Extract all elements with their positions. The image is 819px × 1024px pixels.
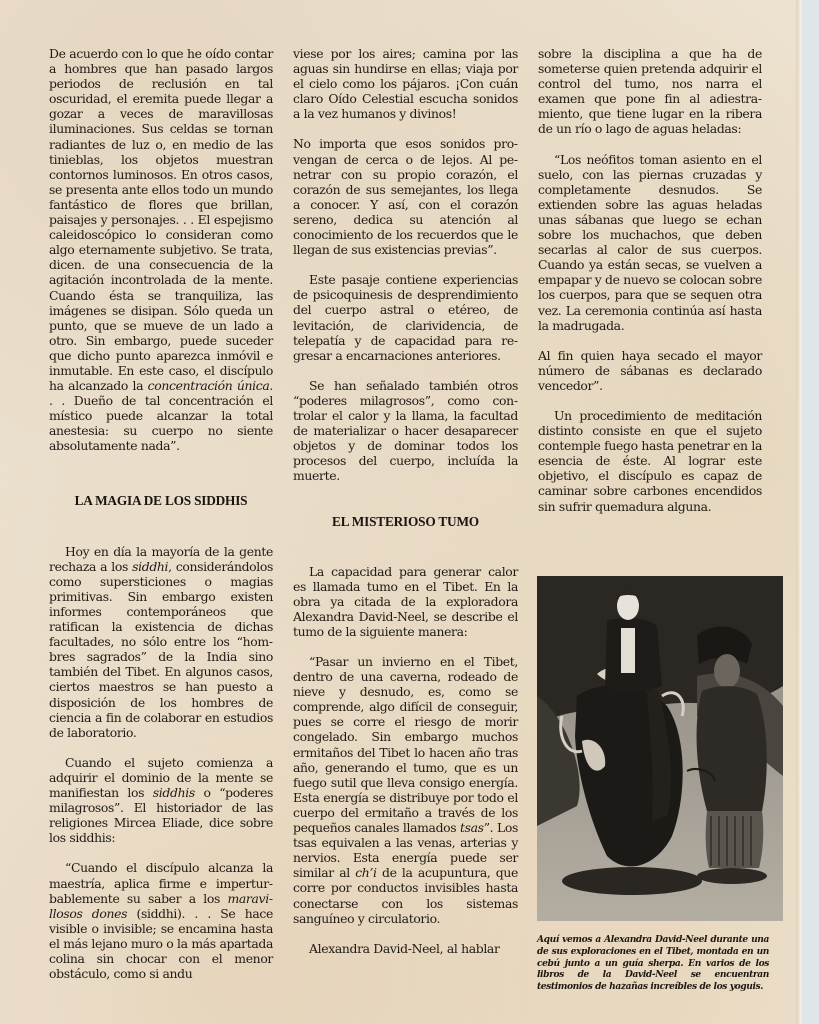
italic-text: maravillosos dones	[49, 890, 273, 921]
italic-text: siddhis	[152, 785, 195, 801]
text-run: Hoy en día la mayoría de la gente rechaza a los	[49, 543, 273, 574]
paragraph: Un procedimiento de meditación distinto consiste en que el sujeto contemple fuego hasta penetrar en la esencia de éste. Al lograr este objetivo, el discípulo es capaz de caminar sobre carbones encendidos sin sufrir quemadura alguna.	[538, 407, 762, 514]
photo-caption: Aquí vemos a Alexandra David-Neel durante una de sus exploraciones en el Tibet, montada en un cebú junto a un guía sherpa. En varios de los libros de la David-Neel se encuentran testimonios de hazañas increíbles de los yoguis.	[537, 934, 769, 993]
paragraph: sobre la disciplina a que ha de someterse quien pretenda adquirir el control del tumo, nos narra el examen que pone fin al adiestramiento, que tiene lugar en la ribera de un río o lago de aguas heladas:	[538, 46, 762, 137]
photo-illustration	[537, 576, 783, 921]
paragraph: Alexandra David-Neel, al hablar	[309, 940, 500, 956]
italic-text: siddhi	[132, 558, 169, 574]
italic-text: tsas	[460, 820, 484, 836]
paragraph: La capacidad para generar calor es llamada tumo en el Tibet. En la obra ya citada de la exploradora Alexandra David-Neel, se describe el tumo de la siguiente manera:	[293, 563, 518, 639]
text-run: Cuando el sujeto comienza a adquirir el dominio de la mente se manifiestan los	[49, 754, 273, 801]
text-column-2	[293, 46, 518, 971]
page-edge	[796, 0, 802, 1024]
paragraph: Al fin quien haya secado el mayor número de sábanas es declarado vencedor”.	[538, 347, 762, 393]
section-heading-siddhis: LA MAGIA DE LOS SIDDHIS	[74, 492, 248, 508]
text-run: . . . Dueño de tal concentración el místico puede alcanzar la total anestesia: su cuerpo no siente absolutamente nada”.	[49, 378, 273, 454]
text-run: (siddhi). . . Se hace visible o invisible; se encamina hasta el más lejano muro o la más apartada colina sin chocar con el menor obstáculo, como si andu	[49, 905, 273, 982]
text-run: “Cuando el discípulo alcanza la maestría, aplica firme e imperturbablemente su saber a los	[49, 860, 273, 906]
paragraph	[49, 544, 273, 740]
paragraph	[49, 755, 273, 846]
paragraph: Este pasaje contiene experiencias de psicoquinesis de desprendimiento del cuerpo astral o etéreo, de levitación, de clarividencia, de telepatía y de capacidad para regresar a encarnaciones anteriores.	[293, 272, 518, 363]
paragraph: viese por los aires; camina por las aguas sin hundirse en ellas; viaja por el cielo como los pájaros. ¡Con cuán claro Oído Celestial escucha sonidos a la vez humanos y divinos!	[293, 46, 518, 122]
paragraph	[49, 860, 273, 981]
italic-text: concentración única	[147, 378, 270, 394]
photo-david-neel-on-zebu	[537, 576, 783, 921]
paragraph	[49, 46, 273, 454]
paragraph: “Los neófitos toman asiento en el suelo, con las piernas cruzadas y completamente desnudos. Se extienden sobre las aguas heladas unas sábanas que luego se echan sobre los muchachos, que deben secarlas al calor de sus cuerpos. Cuando ya están secas, se vuelven a empapar y de nuevo se colocan sobre los cuerpos, para que se sequen otra vez. La ceremonia continúa así hasta la madrugada.	[538, 151, 762, 333]
text-run: o “poderes milagrosos”. El historiador de las religiones Mircea Eliade, dice sobre los siddhis:	[49, 785, 273, 846]
text-run: De acuerdo con lo que he oído contar a hombres que han pasado largos periodos de reclusión en tal oscuridad, el eremita puede llegar a gozar a veces de maravillosas iluminaciones. Sus celdas se tornan radiantes de luz o, en medio de las tinieblas, los objetos muestran contornos luminosos. En otros casos, se presenta ante ellos todo un mundo fantástico de flores que brillan, paisajes y personajes. . . El espejismo caleidoscópico lo consideran como algo eternamente subjetivo. Se trata, dicen. de una consecuencia de la agitación incontrolada de la mente. Cuando ésta se tranquiliza, las imágenes se disipan. Sólo queda un punto, que se mueve de un lado a otro. Sin embargo, puede suceder que dicho punto aparezca inmóvil e inmutable. En este caso, el discípulo ha alcanzado la	[49, 46, 273, 394]
text-column-3	[538, 46, 762, 529]
text-run: “Pasar un invierno en el Tibet, dentro de una caverna, rodeado de nieve y desnudo, es, como se comprende, algo difícil de conseguir, pues se corre el riesgo de morir congelado. Sin embargo muchos ermitaños del Tibet lo hacen año tras año, generando el tumo, que es un fuego sutil que lleva consigo energía. Esta energía se distribuye por todo el cuerpo del ermitaño a través de los pequeños canales llamados	[293, 654, 518, 836]
paragraph	[293, 654, 518, 926]
text-run: de la acupuntura, que corre por conductos invisibles hasta conectarse con los sistemas sanguíneo y circulatorio.	[293, 865, 519, 926]
paragraph: No importa que esos sonidos provengan de cerca o de lejos. Al penetrar con su propio corazón, el corazón de sus semejantes, los llega a conocer. Y así, con el corazón sereno, dedica su atención al conocimiento de los recuerdos que le llegan de sus existencias previas”.	[293, 136, 518, 258]
text-run: , considerándolos como supersticiones o magias primitivas. Sin embargo existen informes contemporáneos que ratifican la existencia de dichas facultades, no sólo entre los “hombres sagrados” de la India sino también del Tibet. En algunos casos, ciertos maestros se han puesto a disposición de los hombres de ciencia a fin de colaborar en estudios de laboratorio.	[49, 558, 274, 740]
paragraph: Se han señalado también otros “poderes milagrosos”, como controlar el calor y la llama, la facultad de materializar o hacer desaparecer objetos y de dominar todos los procesos del cuerpo, incluída la muerte.	[293, 377, 518, 484]
text-run: ”. Los tsas equivalen a las venas, arterias y nervios. Esta energía puede ser similar al	[293, 820, 518, 881]
italic-text: ch’i	[355, 865, 377, 881]
text-column-1	[49, 46, 273, 996]
section-heading-tumo: EL MISTERIOSO TUMO	[332, 514, 479, 530]
